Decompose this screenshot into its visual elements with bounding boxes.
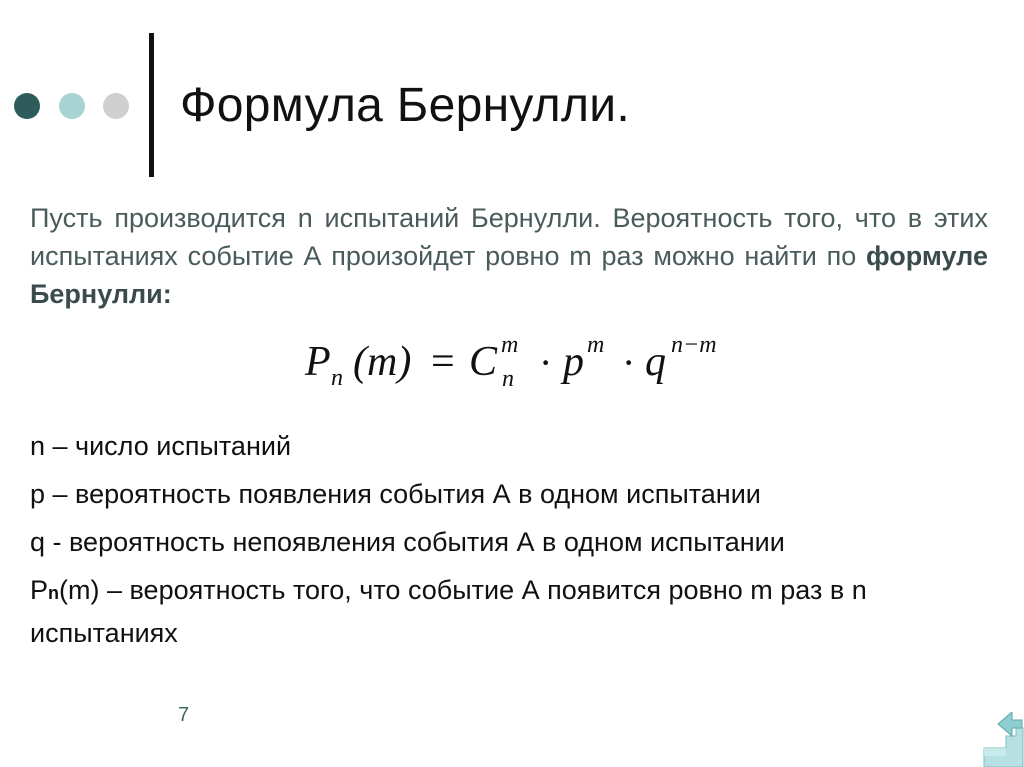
decor-dot-grey [103, 93, 129, 119]
formula-argument: (m) [353, 339, 412, 385]
definition-Pn [30, 570, 990, 653]
definitions-list [30, 426, 1000, 661]
formula-C-sub: n [502, 366, 514, 392]
definition-Pn-letter: P [30, 575, 49, 605]
slide-title: Формула Бернулли. [180, 79, 631, 132]
formula-equals: = [431, 339, 455, 385]
formula-dot-2: · [622, 340, 636, 385]
page-number: 7 [178, 704, 190, 726]
back-arrow-icon[interactable] [976, 712, 1024, 767]
decor-dot-dark [14, 93, 40, 119]
formula-C-sup: m [501, 332, 519, 358]
formula-P-sub: n [331, 365, 343, 391]
formula-q: q [645, 339, 666, 385]
definition-q: q - вероятность непоявления события А в одном испытании [30, 527, 785, 557]
formula-p: p [563, 339, 584, 385]
formula-p-sup: m [587, 332, 605, 358]
bernoulli-formula [305, 332, 745, 400]
formula-C: C [469, 339, 498, 385]
intro-bold-term: формуле Бернулли: [30, 241, 988, 309]
definition-p: p – вероятность появления события А в одном испытании [30, 479, 761, 509]
title-dots [14, 93, 134, 119]
formula-q-sup: n−m [671, 332, 717, 358]
intro-text: Пусть производится n испытаний Бернулли. Вероятность того, что в этих испытаниях событие А произойдет ровно m раз можно найти по [30, 203, 988, 271]
title-divider [149, 33, 154, 177]
decor-dot-light [59, 93, 85, 119]
definition-Pn-text: (m) – вероятность того, что событие А появится ровно m раз в n испытаниях [30, 575, 867, 648]
definition-n: n – число испытаний [30, 431, 292, 461]
intro-paragraph [30, 199, 988, 313]
definition-Pn-sub: n [48, 583, 60, 603]
formula-P: P [305, 339, 331, 385]
formula-dot-1: · [539, 340, 553, 385]
